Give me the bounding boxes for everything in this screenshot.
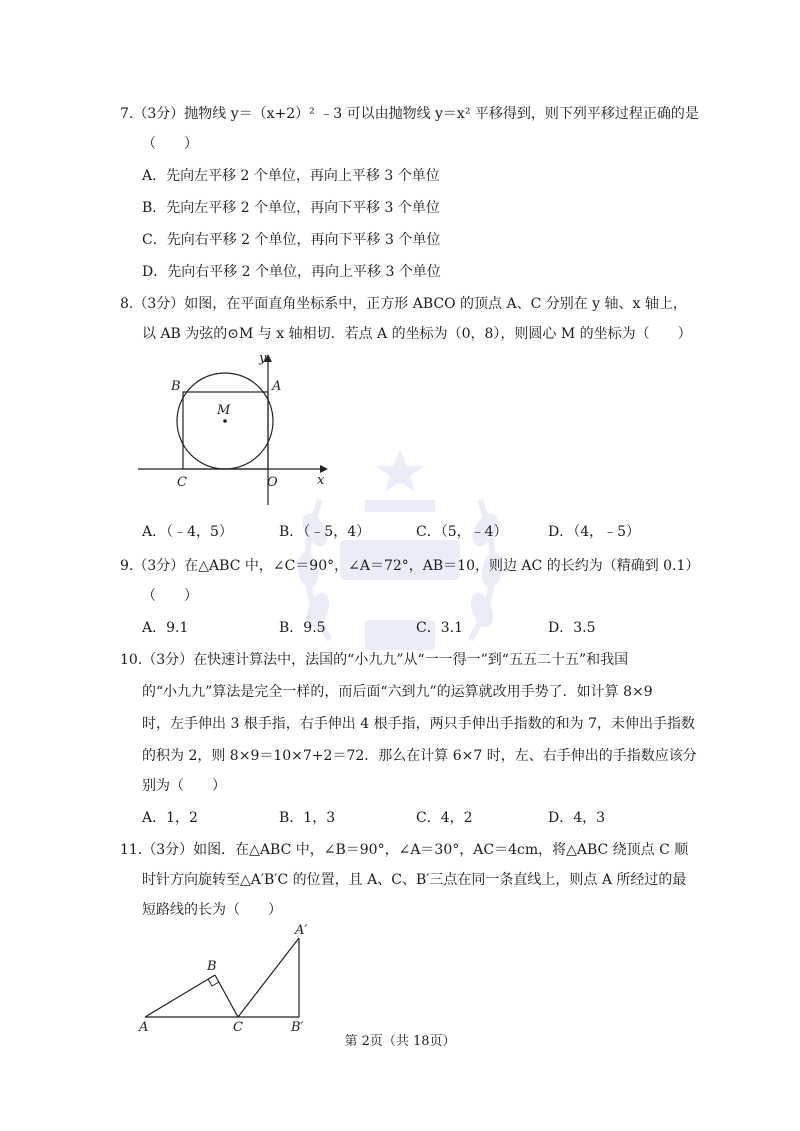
q9-option-a: A．9.1 bbox=[142, 620, 189, 636]
segment-a-prime-c bbox=[238, 938, 299, 1017]
q11-stem-line1: 11.（3分）如图．在△ABC 中，∠B＝90°，∠A＝30°，AC＝4cm，将△ABC 绕顶点 C 顺 bbox=[120, 842, 689, 858]
q11-figure bbox=[135, 918, 325, 1036]
segment-ab bbox=[145, 975, 215, 1017]
q8-option-b: B．（﹣5，4） bbox=[279, 524, 371, 540]
q7-option-b: B．先向左平移 2 个单位，再向下平移 3 个单位 bbox=[142, 200, 440, 216]
label-b-prime: B′ bbox=[291, 1020, 304, 1035]
label-o: O bbox=[267, 475, 278, 490]
q10-stem-line2: 的“小九九”算法是完全一样的，而后面“六到九”的运算就改用手势了．如计算 8×9 bbox=[142, 684, 653, 700]
q8-stem-line2: 以 AB 为弦的⊙M 与 x 轴相切．若点 A 的坐标为（0，8），则圆心 M 的坐标为（ ） bbox=[142, 326, 692, 342]
q10-option-d: D．4，3 bbox=[548, 810, 606, 826]
segment-bc bbox=[215, 975, 238, 1017]
q10-options bbox=[142, 808, 702, 828]
q7-stem-line1: 7.（3分）抛物线 y＝（x+2）² ﹣3 可以由抛物线 y＝x² 平移得到，则下列平移过程正确的是 bbox=[120, 106, 699, 122]
q8-stem-line1: 8.（3分）如图，在平面直角坐标系中，正方形 ABCO 的顶点 A、C 分别在 y 轴、x 轴上， bbox=[120, 296, 687, 312]
label-y: y bbox=[259, 351, 267, 366]
q7-stem-line2: （ ） bbox=[142, 136, 198, 152]
q10-stem-line4: 的积为 2，则 8×9＝10×7+2＝72．那么在计算 6×7 时，左、右手伸出的手指数应该分 bbox=[142, 748, 697, 764]
label-m: M bbox=[217, 403, 231, 418]
q7-option-a: A．先向左平移 2 个单位，再向上平移 3 个单位 bbox=[142, 168, 440, 184]
q9-stem-line1: 9.（3分）在△ABC 中，∠C＝90°，∠A＝72°，AB＝10，则边 AC 的长约为（精确到 0.1） bbox=[120, 558, 700, 574]
page-footer: 第 2页（共 18页） bbox=[344, 1034, 456, 1049]
q11-stem-line2: 时针方向旋转至△A′B′C 的位置，且 A、C、B′三点在同一条直线上，则点 A 所经过的最 bbox=[142, 872, 687, 888]
q10-option-a: A．1，2 bbox=[142, 810, 198, 826]
center-m bbox=[223, 419, 227, 423]
q9-option-d: D．3.5 bbox=[548, 620, 596, 636]
label-c: C bbox=[177, 475, 187, 490]
q9-option-c: C．3.1 bbox=[416, 620, 463, 636]
q7-option-c: C．先向右平移 2 个单位，再向下平移 3 个单位 bbox=[142, 232, 441, 248]
q8-options bbox=[142, 522, 702, 542]
q9-options bbox=[142, 618, 702, 638]
q10-option-b: B．1，3 bbox=[279, 810, 336, 826]
label-c: C bbox=[233, 1020, 243, 1035]
q9-option-b: B．9.5 bbox=[279, 620, 326, 636]
label-b: B bbox=[207, 959, 217, 974]
q10-option-c: C．4，2 bbox=[416, 810, 473, 826]
q10-stem-line5: 别为（ ） bbox=[142, 778, 226, 794]
label-a: A bbox=[139, 1020, 149, 1035]
q8-option-d: D．（4，﹣5） bbox=[548, 524, 641, 540]
q9-stem-line2: （ ） bbox=[142, 588, 198, 604]
q8-figure bbox=[135, 350, 335, 510]
q11-stem-line3: 短路线的长为（ ） bbox=[142, 902, 282, 918]
q8-option-c: C．（5，﹣4） bbox=[416, 524, 508, 540]
q10-stem-line3: 时，左手伸出 3 根手指，右手伸出 4 根手指，两只手伸出手指数的和为 7，未伸出手指数 bbox=[142, 716, 695, 732]
label-a: A bbox=[272, 379, 282, 394]
label-b: B bbox=[171, 379, 181, 394]
label-a-prime: A′ bbox=[295, 923, 308, 938]
q8-option-a: A．（﹣4，5） bbox=[142, 524, 233, 540]
q7-option-d: D．先向右平移 2 个单位，再向上平移 3 个单位 bbox=[142, 264, 441, 280]
label-x: x bbox=[317, 473, 325, 488]
x-axis-arrow bbox=[320, 465, 328, 473]
q10-stem-line1: 10.（3分）在快速计算法中，法国的“小九九”从“一一得一”到“五五二十五”和我国 bbox=[120, 652, 629, 668]
